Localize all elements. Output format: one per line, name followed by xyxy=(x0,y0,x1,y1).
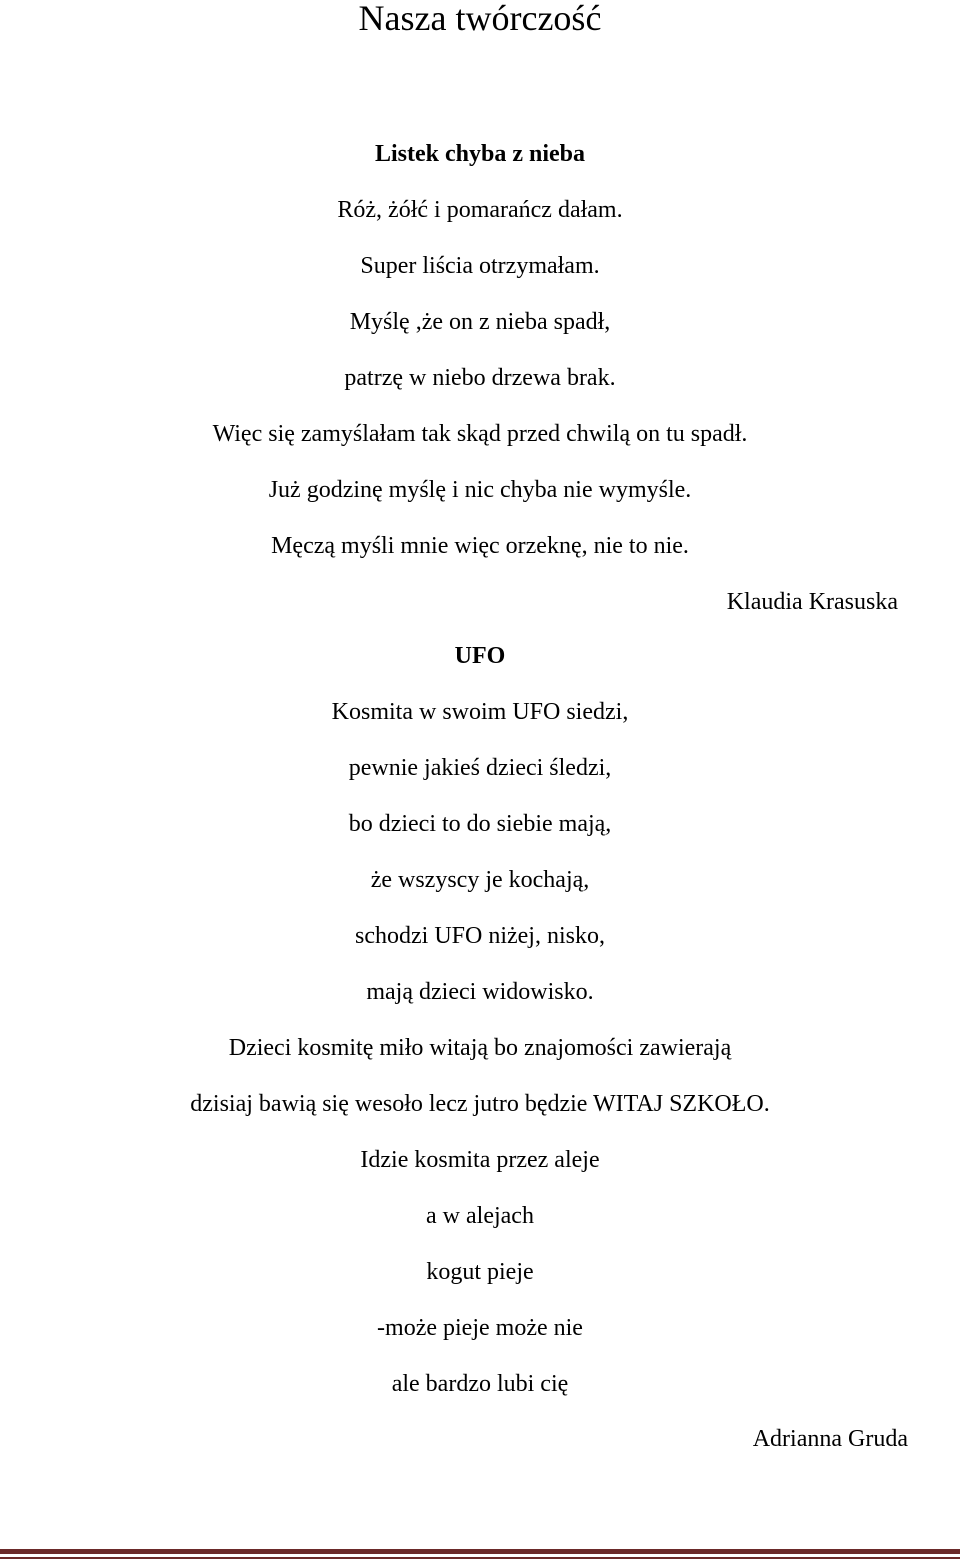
poem-line: Już godzinę myślę i nic chyba nie wymyśle. xyxy=(268,477,692,503)
poem-line: Myślę ,że on z nieba spadł, xyxy=(349,309,611,335)
poem-line: Więc się zamyślałam tak skąd przed chwilą on tu spadł. xyxy=(212,421,748,447)
poem-line: Męczą myśli mnie więc orzeknę, nie to nie. xyxy=(271,533,689,559)
poem-title: Listek chyba z nieba xyxy=(374,141,586,167)
poem-line: ale bardzo lubi cię xyxy=(391,1371,569,1397)
poem-line: pewnie jakieś dzieci śledzi, xyxy=(348,755,612,781)
poem-author: Klaudia Krasuska xyxy=(726,589,898,615)
poem-line: Dzieci kosmitę miło witają bo znajomości zawierają xyxy=(228,1035,732,1061)
poem-author: Adrianna Gruda xyxy=(752,1426,908,1452)
footer-rule xyxy=(0,1549,960,1554)
poem-title: UFO xyxy=(454,643,506,669)
poem-line: patrzę w niebo drzewa brak. xyxy=(344,365,616,391)
poem-line: a w alejach xyxy=(426,1203,534,1229)
poem-line: Idzie kosmita przez aleje xyxy=(360,1147,600,1173)
poem-line: Róż, żółć i pomarańcz dałam. xyxy=(337,197,623,223)
poem-line: mają dzieci widowisko. xyxy=(366,979,594,1005)
footer-rule xyxy=(0,1557,960,1559)
poem-line: kogut pieje xyxy=(426,1259,534,1285)
poem-line: bo dzieci to do siebie mają, xyxy=(348,811,612,837)
poem-line: że wszyscy je kochają, xyxy=(370,867,590,893)
page-title: Nasza twórczość xyxy=(358,0,602,38)
poem-line: Kosmita w swoim UFO siedzi, xyxy=(331,699,629,725)
poem-line: schodzi UFO niżej, nisko, xyxy=(355,923,605,949)
poem-line: -może pieje może nie xyxy=(377,1315,583,1341)
poem-line: Super liścia otrzymałam. xyxy=(360,253,600,279)
poem-line: dzisiaj bawią się wesoło lecz jutro będzie WITAJ SZKOŁO. xyxy=(190,1091,770,1117)
